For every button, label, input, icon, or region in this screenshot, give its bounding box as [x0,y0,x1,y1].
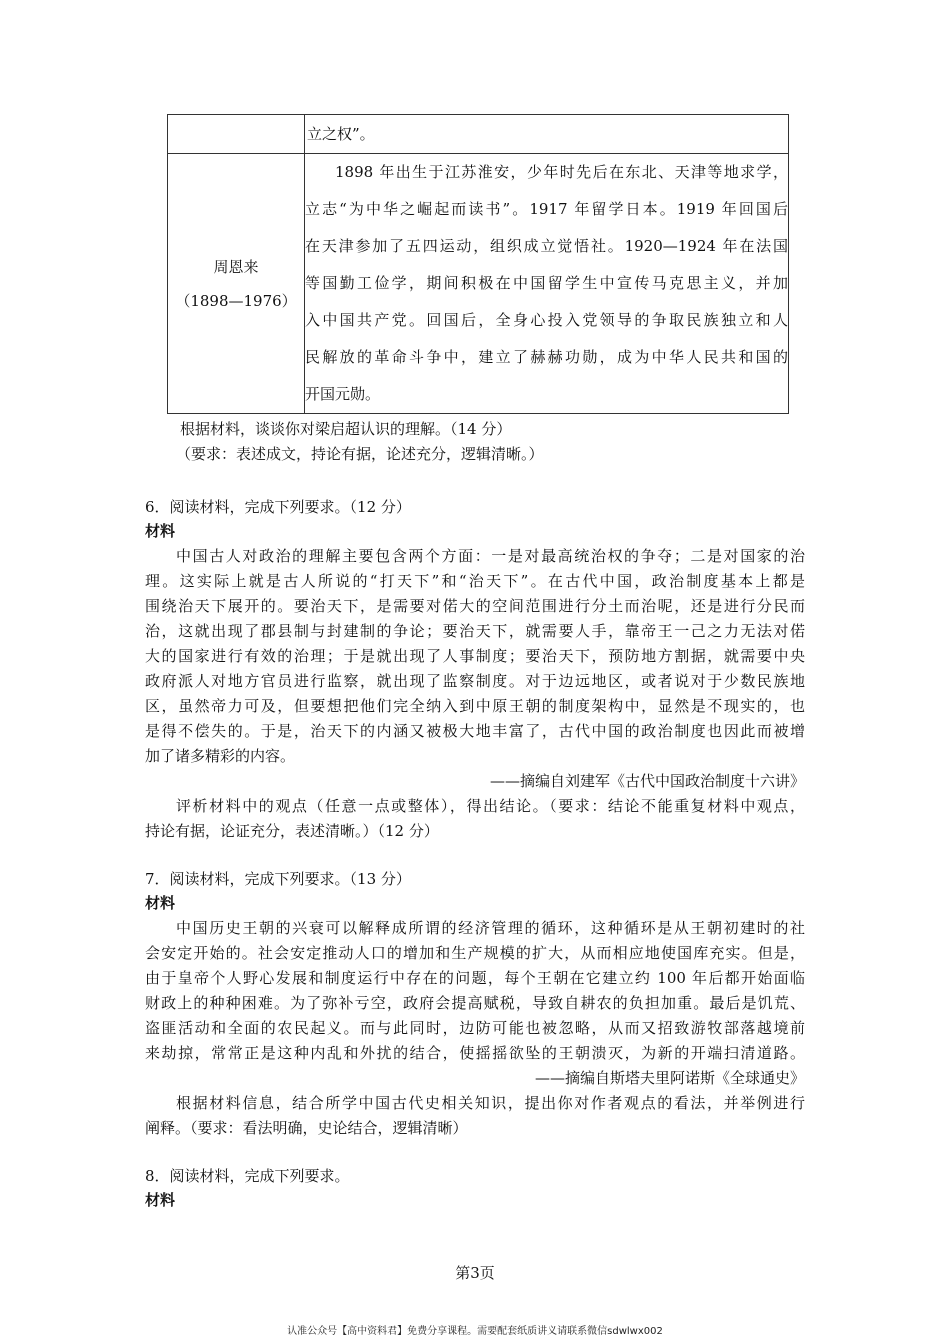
q7-source: ——摘编自斯塔夫里阿诺斯《全球通史》 [534,1069,805,1087]
q7-task-line: 阐释。（要求：看法明确，史论结合，逻辑清晰） [145,1119,468,1137]
q8-material-label: 材料 [145,1191,176,1209]
person-name: 周恩来 [213,257,259,276]
person-cell [168,154,305,414]
table-cell-empty [168,115,305,154]
table-text-line: 立志“为中华之崛起而读书”。1917 年留学日本。1919 年回国后 [305,200,788,218]
q6-material-line: 加了诸多精彩的内容。 [145,747,296,765]
q6-source: ——摘编自刘建军《古代中国政治制度十六讲》 [489,772,805,790]
q7-material-line: 财政上的种种困难。为了弥补亏空，政府会提高赋税，导致自耕农的负担加重。最后是饥荒、 [145,994,805,1012]
q7-material-line: 由于皇帝个人野心发展和制度运行中存在的问题，每个王朝在它建立约 100 年后都开始面临 [145,969,805,987]
q7-material-line: 中国历史王朝的兴衰可以解释成所谓的经济管理的循环，这种循环是从王朝初建时的社 [176,919,805,937]
page-number: 第3页 [455,1264,495,1282]
q5-prompt: 根据材料，谈谈你对梁启超认识的理解。（14 分） [180,420,512,438]
table-cell-continued [305,115,789,154]
table-text-line: 等国勤工俭学，期间积极在中国留学生中宣传马克思主义，并加 [305,274,788,292]
table-row [168,154,789,414]
q5-requirement: （要求：表述成文，持论有据，论述充分，逻辑清晰。） [176,445,544,463]
q6-material-line: 中国古人对政治的理解主要包含两个方面：一是对最高统治权的争夺；二是对国家的治 [176,547,805,565]
table-text-line: 1898 年出生于江苏淮安，少年时先后在东北、天津等地求学， [335,163,788,181]
q6-material-line: 大的国家进行有效的治理；于是就出现了人事制度；要治天下，预防地方割据，就需要中央 [145,647,805,665]
footer-note: 认准公众号【高中资料君】免费分享课程。需要配套纸质讲义请联系微信sdwlwx002 [287,1326,663,1337]
table-text-line: 在天津参加了五四运动，组织成立觉悟社。1920—1924 年在法国 [305,237,788,255]
table-row [168,115,789,154]
q6-material-line: 区，虽然帝力可及，但要想把他们完全纳入到中原王朝的制度架构中，显然是不现实的，也 [145,697,805,715]
q7-task-line: 根据材料信息，结合所学中国古代史相关知识，提出你对作者观点的看法，并举例进行 [176,1094,805,1112]
table-text-line: 开国元勋。 [305,385,381,403]
q8-heading: 8．阅读材料，完成下列要求。 [145,1167,350,1185]
q7-material-line: 来劫掠，常常正是这种内乱和外扰的结合，使摇摇欲坠的王朝溃灭，为新的开端扫清道路。 [145,1044,805,1062]
q6-material-line: 围绕治天下展开的。要治天下，是需要对偌大的空间范围进行分土而治呢，还是进行分民而 [145,597,805,615]
q7-material-line: 会安定开始的。社会安定推动人口的增加和生产规模的扩大，从而相应地使国库充实。但是， [145,944,805,962]
q6-material-label: 材料 [145,522,176,540]
q6-material-line: 理。这实际上就是古人所说的“打天下”和“治天下”。在古代中国，政治制度基本上都是 [145,572,805,590]
biography-table [167,114,789,414]
q6-material-line: 治，这就出现了郡县制与封建制的争论；要治天下，就需要人手，靠帝王一己之力无法对偌 [145,622,805,640]
table-text-line: 入中国共产党。回国后，全身心投入党领导的争取民族独立和人 [305,311,788,329]
person-years: （1898—1976） [175,291,297,310]
q7-material-label: 材料 [145,894,176,912]
q7-material-line: 盗匪活动和全面的农民起义。而与此同时，边防可能也被忽略，从而又招致游牧部落越境前 [145,1019,805,1037]
table-text-line: 立之权”。 [307,124,375,143]
q7-heading: 7．阅读材料，完成下列要求。（13 分） [145,870,411,888]
biography-text-cell [305,154,789,414]
q6-task-line: 评析材料中的观点（任意一点或整体），得出结论。（要求：结论不能重复材料中观点， [176,797,805,815]
q6-task-line: 持论有据，论证充分，表述清晰。）（12 分） [145,822,439,840]
table-text-line: 民解放的革命斗争中，建立了赫赫功勋，成为中华人民共和国的 [305,348,788,366]
q6-heading: 6．阅读材料，完成下列要求。（12 分） [145,498,411,516]
q6-material-line: 是得不偿失的。于是，治天下的内涵又被极大地丰富了，古代中国的政治制度也因此而被增 [145,722,805,740]
q6-material-line: 政府派人对地方官员进行监察，就出现了监察制度。对于边远地区，或者说对于少数民族地 [145,672,805,690]
